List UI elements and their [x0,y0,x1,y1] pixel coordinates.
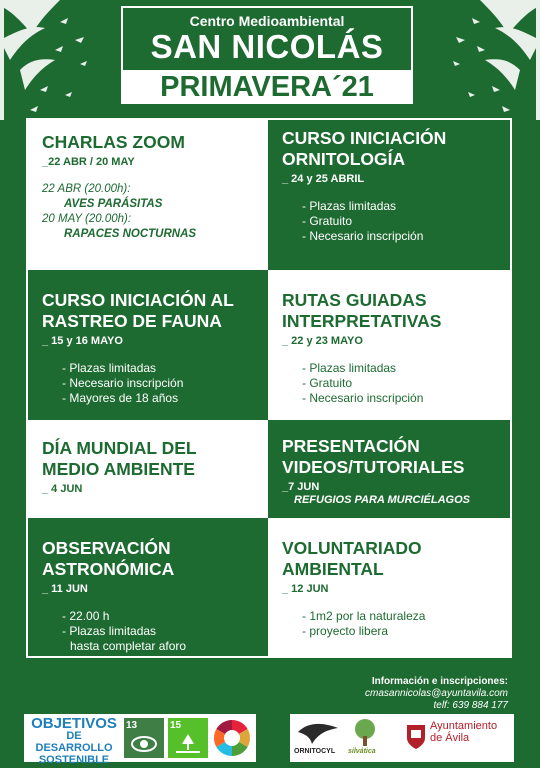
activity-title: PRESENTACIÓN VIDEOS/TUTORIALES [282,436,465,477]
session-time: 22 ABR (20.00h): [42,183,131,195]
activity-title: CHARLAS ZOOM [42,132,185,152]
list-item: - Gratuito [302,214,496,229]
list-item: - Necesario inscripción [62,376,254,391]
ods-line2: DE DESARROLLO [35,730,113,754]
activity-details-list [302,361,496,406]
activity-details-list [62,361,254,406]
activity-title: CURSO INICIACIÓN ORNITOLOGÍA [282,128,447,169]
ornitocyl-logo-text: ORNITOCYL [294,748,336,755]
list-item: - 1m2 por la naturaleza [302,609,496,624]
zoom-sessions [42,182,254,242]
contact-label: Información e inscripciones: [371,676,508,687]
activity-videos-tutoriales [268,420,510,518]
activity-details-list [302,199,496,244]
ods-logo [28,715,120,766]
ayuntamiento-logo-text [430,720,497,744]
session-topic: RAPACES NOCTURNAS [64,228,197,240]
activity-voluntariado [268,518,510,656]
partner-logos [290,714,514,762]
sdg-15-icon: 15 [168,718,208,758]
ayto-line1: Ayuntamiento [430,720,498,732]
ods-line1: OBJETIVOS [31,715,117,732]
activity-date: _ 4 JUN [42,483,83,495]
list-item: - Plazas limitadas [62,361,254,376]
list-item: - Plazas limitadas [302,361,496,376]
session-time: 20 MAY (20.00h): [42,213,132,225]
header-box [121,6,413,104]
activity-grid [26,118,512,658]
contact-phone: telf: 639 884 177 [433,700,508,711]
activity-title: CURSO INICIACIÓN AL RASTREO DE FAUNA [42,290,234,331]
header-season: PRIMAVERA´21 [160,71,374,103]
activity-dia-medio-ambiente [28,420,268,518]
activity-date: _7 JUN [282,481,320,493]
list-item: - Necesario inscripción [302,391,496,406]
footer-logos [0,706,540,768]
activity-observacion-astronomica [28,518,268,656]
list-item: - Mayores de 18 años [62,391,254,406]
activity-date: _ 11 JUN [42,583,88,595]
silvatica-tree-icon [350,718,380,746]
ayto-line2: de Ávila [430,732,470,744]
session-topic: AVES PARÁSITAS [64,198,163,210]
activity-date: _ 24 y 25 ABRIL [282,173,365,185]
activity-subtitle: REFUGIOS PARA MURCIÉLAGOS [294,494,471,506]
activity-title: VOLUNTARIADO AMBIENTAL [282,538,422,579]
activity-curso-ornitologia [268,120,510,270]
header-subtitle: Centro Medioambiental [189,13,345,29]
activity-date: _ 12 JUN [282,583,329,595]
activity-rutas-guiadas [268,270,510,420]
list-item: - 22.00 h [62,609,254,624]
activity-title: RUTAS GUIADAS INTERPRETATIVAS [282,290,442,331]
list-item-continued: hasta completar aforo [70,639,187,653]
ods-line3: SOSTENIBLE [38,754,110,766]
activity-date: _22 ABR / 20 MAY [42,156,135,168]
ornitocyl-bird-icon [296,718,340,748]
avila-shield-icon [406,724,426,750]
list-item: - proyecto libera [302,624,496,639]
sdg-wheel-icon [212,718,252,758]
silvatica-logo-text: silvática [348,748,376,755]
activity-details-list [302,609,496,639]
sdg-13-icon: 13 [124,718,164,758]
tree-birds-left-decoration [0,0,110,130]
activity-charlas-zoom [28,120,268,270]
list-item: - Plazas limitadas [62,624,254,639]
activity-details-list [62,609,254,654]
activity-title: OBSERVACIÓN ASTRONÓMICA [42,538,175,579]
activity-date: _ 22 y 23 MAYO [282,335,363,347]
list-item: - Necesario inscripción [302,229,496,244]
contact-email[interactable]: cmasannicolas@ayuntavila.com [365,688,508,699]
list-item: - Plazas limitadas [302,199,496,214]
header-title: SAN NICOLÁS [150,28,384,65]
ods-logo-strip [24,714,256,766]
list-item: - Gratuito [302,376,496,391]
tree-birds-right-decoration [430,0,540,130]
activity-curso-rastreo [28,270,268,420]
header-top [123,8,411,70]
activity-date: _ 15 y 16 MAYO [42,335,123,347]
activity-title: DÍA MUNDIAL DEL MEDIO AMBIENTE [42,438,197,479]
